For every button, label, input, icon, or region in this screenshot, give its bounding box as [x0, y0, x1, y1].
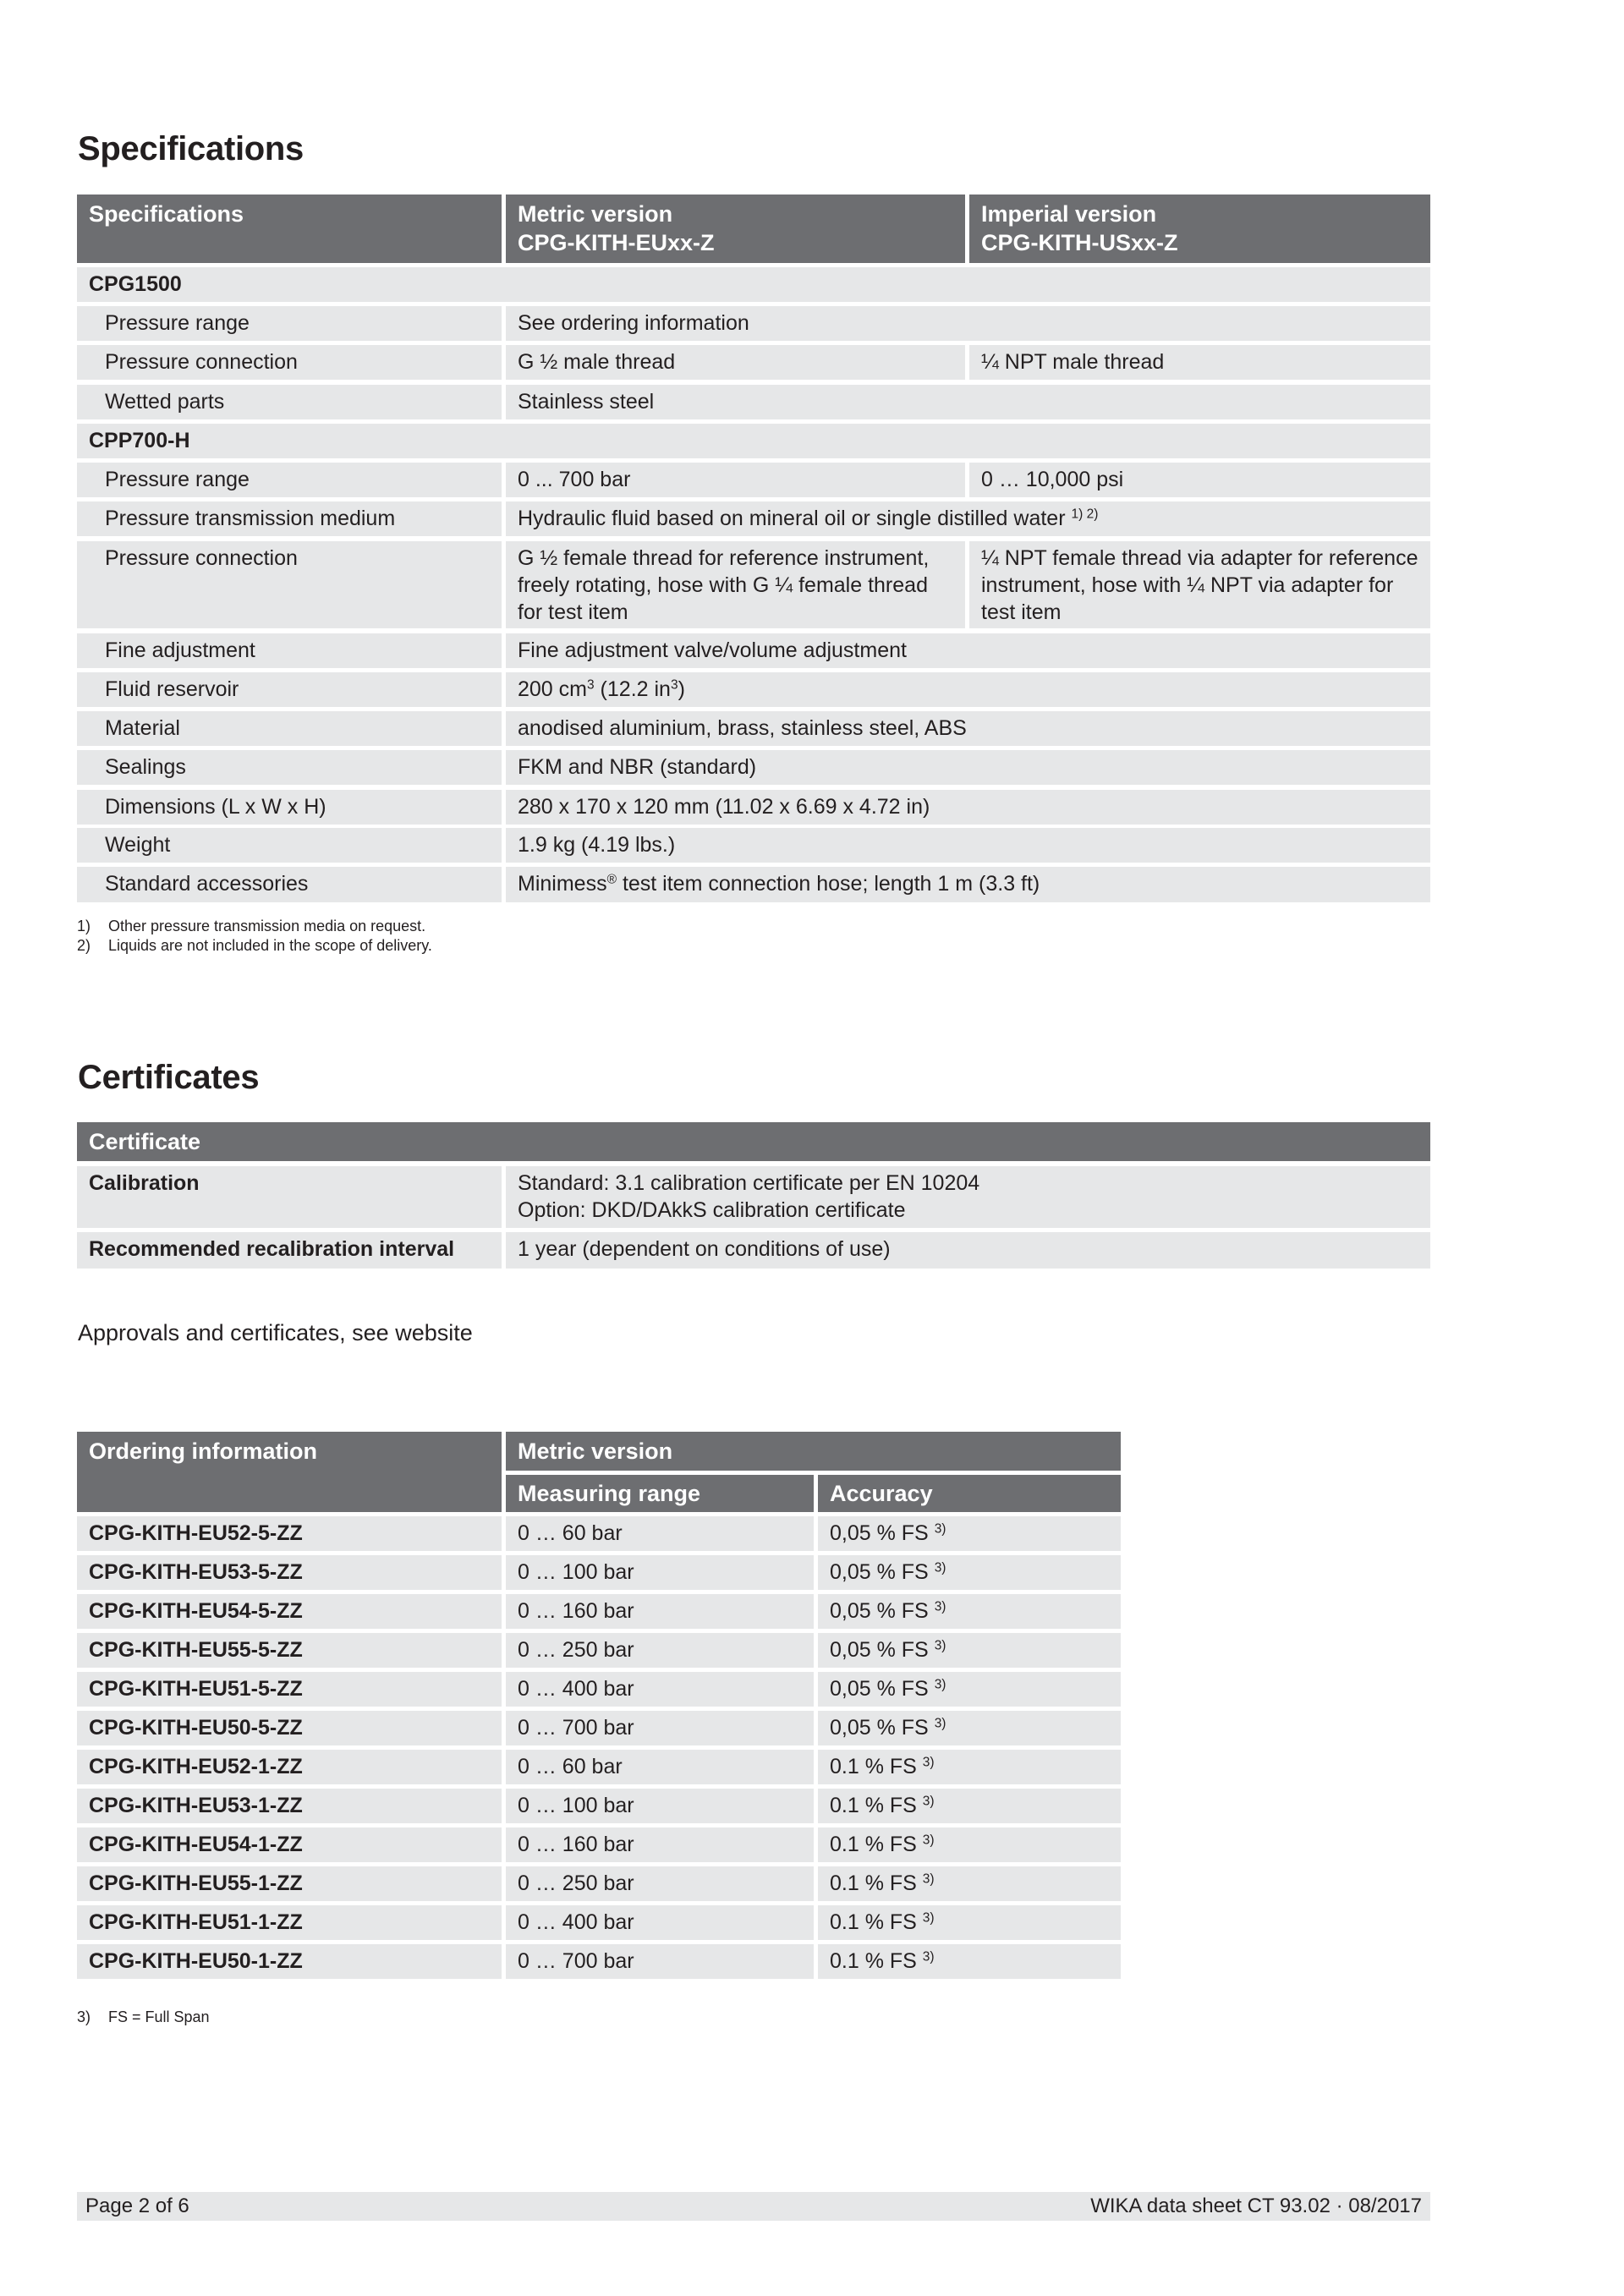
spec-value: Fine adjustment valve/volume adjustment	[506, 633, 1430, 668]
footnote	[77, 917, 425, 936]
accuracy-value: 0,05 % FS	[830, 1521, 929, 1545]
cert-value	[506, 1166, 1430, 1228]
cert-label: Calibration	[77, 1166, 502, 1228]
footnote-ref: 3)	[922, 1910, 935, 1926]
footnote-ref: 3)	[934, 1677, 946, 1692]
superscript: 3	[586, 677, 595, 693]
spec-value: 1.9 kg (4.19 lbs.)	[506, 828, 1430, 863]
ordering-code: CPG-KITH-EU54-5-ZZ	[77, 1594, 502, 1629]
accuracy-value: 0.1 % FS	[830, 1871, 917, 1895]
spec-value-text: Minimess	[518, 872, 607, 896]
spec-header-specifications	[77, 195, 502, 263]
spec-value: See ordering information	[506, 306, 1430, 341]
footnote	[77, 936, 432, 956]
spec-label: Fluid reservoir	[77, 672, 502, 707]
spec-label: Pressure connection	[77, 345, 502, 380]
footnote-ref: 3)	[934, 1560, 946, 1575]
spec-header-metric	[506, 195, 965, 263]
footnote-text: Other pressure transmission media on request.	[108, 918, 426, 934]
footnote-ref: 3)	[934, 1521, 946, 1537]
page-number: Page 2 of 6	[85, 2195, 189, 2217]
accuracy-value: 0.1 % FS	[830, 1949, 917, 1973]
footnote-ref: 3)	[934, 1716, 946, 1731]
footnote-ref: 1) 2)	[1071, 507, 1099, 522]
footnote-ref: 3)	[922, 1871, 935, 1887]
footnote-ref: 3)	[934, 1599, 946, 1614]
ordering-accuracy	[818, 1672, 1121, 1707]
document-id: WIKA data sheet CT 93.02 · 08/2017	[1090, 2195, 1422, 2217]
ordering-code: CPG-KITH-EU53-1-ZZ	[77, 1789, 502, 1823]
footnote	[77, 2008, 210, 2027]
spec-group-cpp700h: CPP700-H	[77, 424, 1430, 458]
ordering-accuracy	[818, 1750, 1121, 1784]
certificates-heading: Certificates	[78, 1059, 260, 1096]
spec-header-imperial	[969, 195, 1430, 263]
accuracy-value: 0.1 % FS	[830, 1833, 917, 1856]
ordering-range: 0 … 250 bar	[506, 1866, 814, 1901]
accuracy-value: 0,05 % FS	[830, 1677, 929, 1701]
spec-value-imperial: ¼ NPT female thread via adapter for reference instrument, hose with ¼ NPT via adapter for test item	[969, 541, 1430, 628]
accuracy-value: 0.1 % FS	[830, 1794, 917, 1817]
spec-value-text: (12.2 in	[594, 677, 671, 701]
ordering-range: 0 … 60 bar	[506, 1750, 814, 1784]
ordering-code: CPG-KITH-EU50-1-ZZ	[77, 1944, 502, 1979]
ordering-accuracy	[818, 1789, 1121, 1823]
footnote-ref: 3)	[922, 1794, 935, 1809]
spec-value-imperial: ¼ NPT male thread	[969, 345, 1430, 380]
superscript: 3	[670, 677, 678, 693]
ordering-accuracy	[818, 1944, 1121, 1979]
ordering-range: 0 … 400 bar	[506, 1672, 814, 1707]
ordering-range: 0 … 700 bar	[506, 1711, 814, 1745]
spec-value: FKM and NBR (standard)	[506, 750, 1430, 785]
accuracy-value: 0,05 % FS	[830, 1560, 929, 1584]
ordering-accuracy	[818, 1905, 1121, 1940]
spec-value-metric: G ½ male thread	[506, 345, 965, 380]
ordering-code: CPG-KITH-EU50-5-ZZ	[77, 1711, 502, 1745]
ordering-header-metric: Metric version	[506, 1432, 1121, 1471]
spec-value: anodised aluminium, brass, stainless steel, ABS	[506, 711, 1430, 746]
ordering-code: CPG-KITH-EU51-5-ZZ	[77, 1672, 502, 1707]
ordering-code: CPG-KITH-EU55-1-ZZ	[77, 1866, 502, 1901]
accuracy-value: 0,05 % FS	[830, 1599, 929, 1623]
spec-label: Dimensions (L x W x H)	[77, 790, 502, 825]
ordering-code: CPG-KITH-EU51-1-ZZ	[77, 1905, 502, 1940]
footnote-number: 3)	[77, 2008, 91, 2025]
spec-value	[506, 672, 1430, 707]
footnote-ref: 3)	[934, 1638, 946, 1653]
spec-label: Material	[77, 711, 502, 746]
ordering-range: 0 … 160 bar	[506, 1827, 814, 1862]
ordering-code: CPG-KITH-EU54-1-ZZ	[77, 1827, 502, 1862]
ordering-accuracy	[818, 1516, 1121, 1551]
ordering-range: 0 … 250 bar	[506, 1633, 814, 1668]
ordering-range: 0 … 160 bar	[506, 1594, 814, 1629]
spec-value-text: )	[678, 677, 685, 701]
ordering-accuracy	[818, 1711, 1121, 1745]
spec-label: Wetted parts	[77, 385, 502, 419]
spec-value-text: 200 cm	[518, 677, 587, 701]
accuracy-value: 0.1 % FS	[830, 1755, 917, 1778]
footnote-number: 2)	[77, 937, 91, 954]
ordering-range: 0 … 700 bar	[506, 1944, 814, 1979]
spec-value-metric: G ½ female thread for reference instrument, freely rotating, hose with G ¼ female thread for test item	[506, 541, 965, 628]
ordering-header-accuracy: Accuracy	[818, 1475, 1121, 1512]
ordering-accuracy	[818, 1827, 1121, 1862]
ordering-header-info: Ordering information	[77, 1432, 502, 1512]
ordering-accuracy	[818, 1633, 1121, 1668]
footnote-ref: 3)	[922, 1755, 935, 1770]
spec-header-label: Metric version	[518, 201, 673, 227]
spec-value: 280 x 170 x 120 mm (11.02 x 6.69 x 4.72 in)	[506, 790, 1430, 825]
spec-group-cpg1500: CPG1500	[77, 267, 1430, 302]
spec-label: Pressure range	[77, 463, 502, 497]
spec-value-text: Hydraulic fluid based on mineral oil or single distilled water	[518, 507, 1066, 530]
spec-header-sublabel: CPG-KITH-EUxx-Z	[518, 230, 715, 255]
ordering-code: CPG-KITH-EU53-5-ZZ	[77, 1555, 502, 1590]
spec-label: Pressure range	[77, 306, 502, 341]
spec-value: Stainless steel	[506, 385, 1430, 419]
ordering-code: CPG-KITH-EU52-1-ZZ	[77, 1750, 502, 1784]
accuracy-value: 0.1 % FS	[830, 1910, 917, 1934]
spec-value-text: test item connection hose; length 1 m (3.3 ft)	[617, 872, 1040, 896]
spec-value	[506, 501, 1430, 536]
spec-label: Weight	[77, 828, 502, 863]
spec-header-label: Imperial version	[981, 201, 1157, 227]
spec-label: Standard accessories	[77, 867, 502, 902]
footnote-text: FS = Full Span	[108, 2008, 210, 2025]
ordering-range: 0 … 100 bar	[506, 1555, 814, 1590]
approvals-note: Approvals and certificates, see website	[78, 1320, 473, 1345]
page-footer	[77, 2192, 1430, 2221]
cert-value-line: Standard: 3.1 calibration certificate per EN 10204	[518, 1171, 980, 1195]
ordering-range: 0 … 100 bar	[506, 1789, 814, 1823]
ordering-range: 0 … 400 bar	[506, 1905, 814, 1940]
cert-value-line: 1 year (dependent on conditions of use)	[518, 1237, 891, 1261]
ordering-range: 0 … 60 bar	[506, 1516, 814, 1551]
registered-mark: ®	[606, 872, 617, 887]
footnote-ref: 3)	[922, 1949, 935, 1964]
footnote-number: 1)	[77, 918, 91, 934]
spec-header-sublabel: CPG-KITH-USxx-Z	[981, 230, 1178, 255]
spec-value	[506, 867, 1430, 902]
spec-label: Pressure connection	[77, 541, 502, 628]
ordering-code: CPG-KITH-EU52-5-ZZ	[77, 1516, 502, 1551]
spec-label: Fine adjustment	[77, 633, 502, 668]
ordering-code: CPG-KITH-EU55-5-ZZ	[77, 1633, 502, 1668]
spec-value-metric: 0 ... 700 bar	[506, 463, 965, 497]
ordering-header-range: Measuring range	[506, 1475, 814, 1512]
ordering-accuracy	[818, 1594, 1121, 1629]
spec-value-imperial: 0 … 10,000 psi	[969, 463, 1430, 497]
ordering-accuracy	[818, 1555, 1121, 1590]
spec-label: Pressure transmission medium	[77, 501, 502, 536]
spec-header-label: Specifications	[89, 201, 244, 227]
cert-label: Recommended recalibration interval	[77, 1232, 502, 1269]
footnote-ref: 3)	[922, 1833, 935, 1848]
cert-value	[506, 1232, 1430, 1269]
footnote-text: Liquids are not included in the scope of delivery.	[108, 937, 432, 954]
accuracy-value: 0,05 % FS	[830, 1638, 929, 1662]
ordering-accuracy	[818, 1866, 1121, 1901]
cert-value-line: Option: DKD/DAkkS calibration certificate	[518, 1198, 906, 1222]
specifications-heading: Specifications	[78, 130, 304, 167]
accuracy-value: 0,05 % FS	[830, 1716, 929, 1740]
spec-label: Sealings	[77, 750, 502, 785]
cert-header: Certificate	[77, 1122, 1430, 1161]
